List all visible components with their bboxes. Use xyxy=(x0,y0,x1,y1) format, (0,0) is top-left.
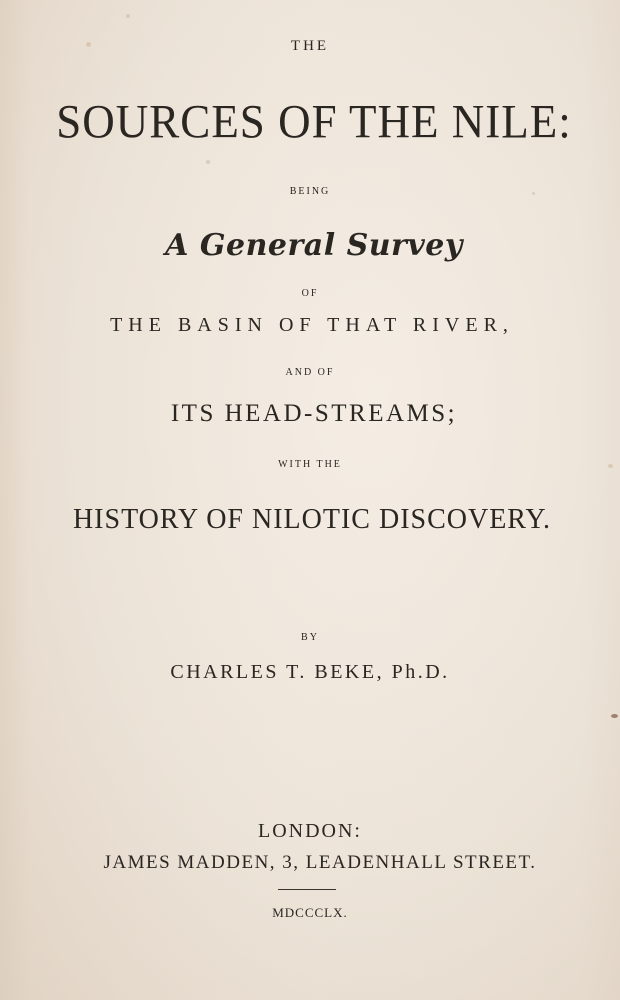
title-the: THE xyxy=(290,38,330,54)
subtitle: A General Survey xyxy=(165,228,463,263)
main-title: SOURCES OF THE NILE: xyxy=(56,95,572,149)
foxing-spot xyxy=(206,160,210,164)
of-label: OF xyxy=(301,288,319,299)
foxing-spot xyxy=(126,14,130,18)
with-the-label: WITH THE xyxy=(278,459,342,470)
by-label: BY xyxy=(301,632,319,643)
publisher-line: JAMES MADDEN, 3, LEADENHALL STREET. xyxy=(103,852,537,873)
basin-line: THE BASIN OF THAT RIVER, xyxy=(110,314,514,336)
history-line: HISTORY OF NILOTIC DISCOVERY. xyxy=(72,504,552,535)
head-streams-line: ITS HEAD-STREAMS; xyxy=(170,400,458,427)
divider-rule xyxy=(278,889,336,890)
being-label: BEING xyxy=(289,186,331,197)
date-line: MDCCCLX. xyxy=(272,905,348,920)
author-line: CHARLES T. BEKE, Ph.D. xyxy=(170,661,450,683)
place-line: LONDON: xyxy=(258,820,362,842)
and-of-label: AND OF xyxy=(285,367,335,378)
foxing-spot xyxy=(611,714,618,718)
